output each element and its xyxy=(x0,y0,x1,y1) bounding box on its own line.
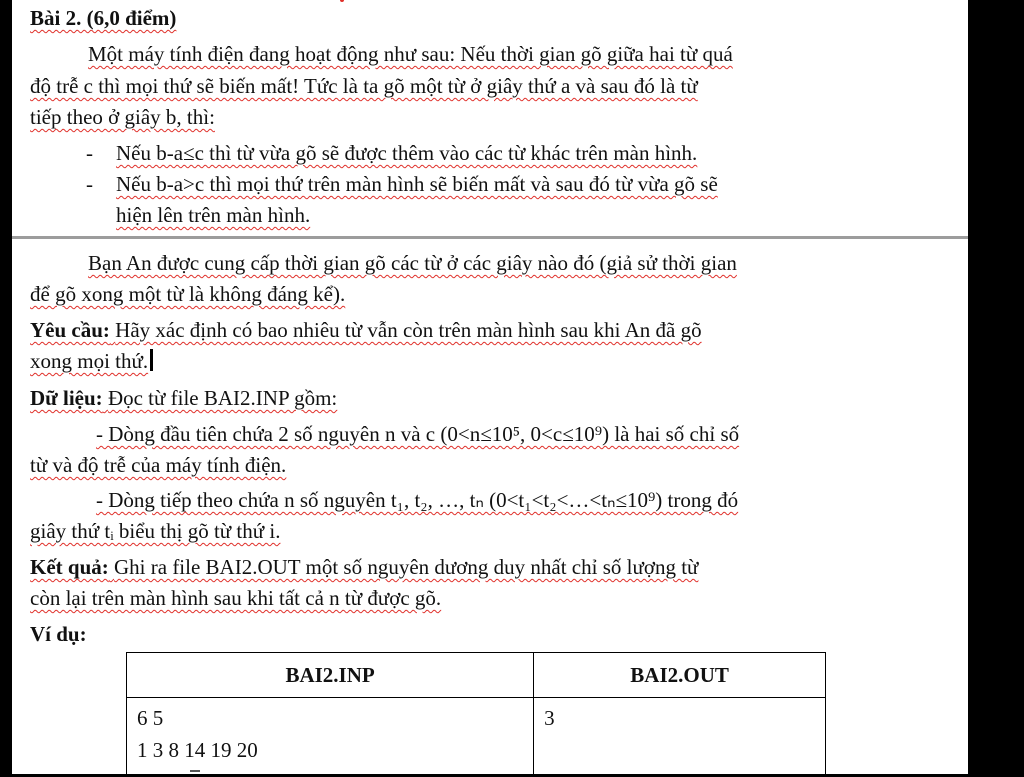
data-line1-b: từ và độ trễ của máy tính điện. xyxy=(30,453,287,477)
table-cell-output xyxy=(534,698,826,777)
request-text: Hãy xác định có bao nhiêu từ vẫn còn trên màn hình sau khi An đã gõ xyxy=(115,318,702,342)
bullet-2-cont: hiện lên trên màn hình. xyxy=(116,203,311,227)
page-divider xyxy=(12,236,968,239)
text-cursor xyxy=(150,349,153,371)
input-line-2: 1 3 8 14 19 20 xyxy=(137,738,258,762)
table-header-input: BAI2.INP xyxy=(127,653,534,698)
table-header-output: BAI2.OUT xyxy=(534,653,826,698)
output-line-1: 3 xyxy=(544,706,555,730)
bottom-marker xyxy=(190,770,200,772)
result-line-2: còn lại trên màn hình sau khi tất cả n từ được gõ. xyxy=(30,586,442,610)
request-line-2 xyxy=(30,349,153,373)
table-header-row xyxy=(127,653,826,698)
data-line xyxy=(30,386,337,410)
spelling-marker xyxy=(340,0,344,2)
request-text-cont: xong mọi thứ. xyxy=(30,349,149,373)
data-line2-a: - Dòng tiếp theo chứa n số nguyên t₁, t₂, …, tₙ (0<t₁<t₂<…<tₙ≤10⁹) trong đó xyxy=(96,488,739,512)
request-line-1 xyxy=(30,318,702,342)
example-label: Ví dụ: xyxy=(30,622,87,646)
data-line1-a: - Dòng đầu tiên chứa 2 số nguyên n và c (0<n≤10⁵, 0<c≤10⁹) là hai số chỉ số xyxy=(96,422,740,446)
result-text: Ghi ra file BAI2.OUT một số nguyên dương duy nhất chỉ số lượng từ xyxy=(114,555,699,579)
result-line-1 xyxy=(30,555,698,579)
data-line2-b: giây thứ tᵢ biểu thị gõ từ thứ i. xyxy=(30,519,281,543)
para2-line-2: để gõ xong một từ là không đáng kể). xyxy=(30,282,346,306)
request-label: Yêu cầu: xyxy=(30,318,110,342)
document-page xyxy=(12,0,968,774)
bullet-dash-2: - xyxy=(86,172,93,196)
intro-line-1: Một máy tính điện đang hoạt động như sau: Nếu thời gian gõ giữa hai từ quá xyxy=(88,42,733,66)
intro-line-2: độ trễ c thì mọi thứ sẽ biến mất! Tức là ta gõ một từ ở giây thứ a và sau đó là từ xyxy=(30,74,698,98)
problem-title: Bài 2. (6,0 điểm) xyxy=(30,6,177,30)
data-text: Đọc từ file BAI2.INP gồm: xyxy=(107,386,338,410)
table-row xyxy=(127,698,826,777)
bullet-2: Nếu b-a>c thì mọi thứ trên màn hình sẽ biến mất và sau đó từ vừa gõ sẽ xyxy=(116,172,718,196)
result-label: Kết quả: xyxy=(30,555,109,579)
input-line-1: 6 5 xyxy=(137,706,164,730)
para2-line-1: Bạn An được cung cấp thời gian gõ các từ ở các giây nào đó (giả sử thời gian xyxy=(88,251,737,275)
table-cell-input xyxy=(127,698,534,777)
bullet-1: Nếu b-a≤c thì từ vừa gõ sẽ được thêm vào các từ khác trên màn hình. xyxy=(116,141,698,165)
example-table xyxy=(126,652,826,777)
bullet-dash-1: - xyxy=(86,141,93,165)
data-label: Dữ liệu: xyxy=(30,386,103,410)
intro-line-3: tiếp theo ở giây b, thì: xyxy=(30,105,215,129)
